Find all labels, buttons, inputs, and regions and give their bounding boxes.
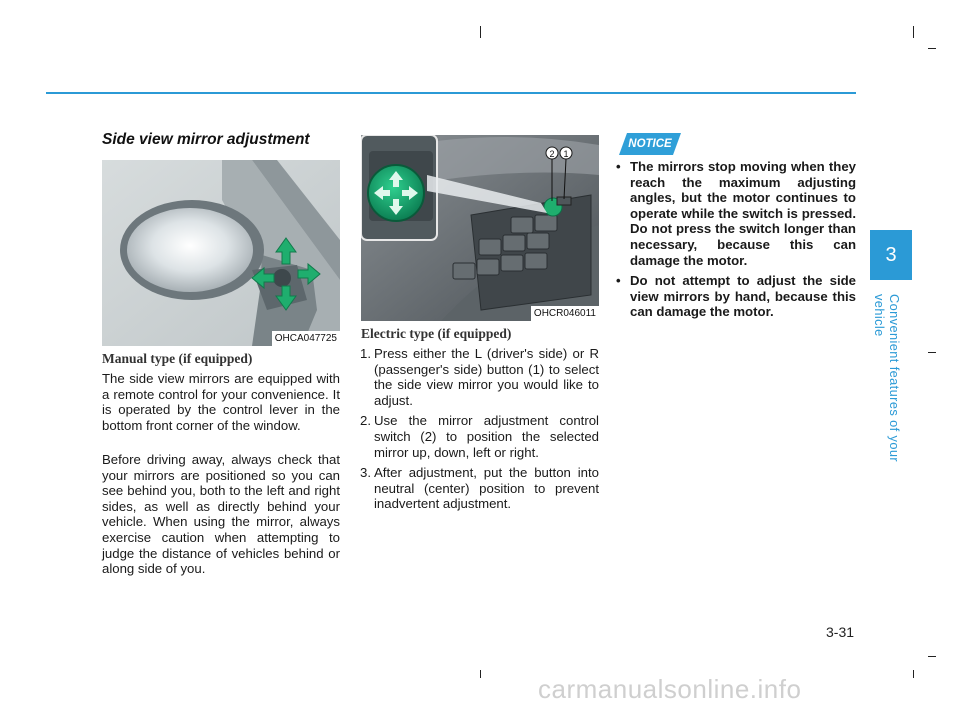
- manual-type-heading: Manual type (if equipped): [102, 351, 253, 366]
- notice-item: [616, 159, 856, 268]
- electric-type-heading: Electric type (if equipped): [361, 326, 512, 341]
- step-item: [361, 413, 599, 460]
- notice-text: Do not attempt to adjust the side view mirrors by hand, because this can damage the motor.: [630, 273, 856, 320]
- callout-2: 2: [549, 149, 555, 159]
- page-number: 3-31: [826, 624, 855, 640]
- electric-steps: [361, 346, 599, 517]
- section-title: Side view mirror adjustment: [102, 131, 310, 148]
- bullet-icon: •: [616, 273, 621, 289]
- manual-paragraph-1: The side view mirrors are equipped with a remote control for your convenience. It is operated by the control lever in the bottom front corner of the window.: [102, 371, 340, 433]
- crop-mark: [928, 656, 936, 657]
- callout-1: 1: [563, 149, 569, 159]
- step-number: 2.: [360, 413, 371, 429]
- step-text: After adjustment, put the button into neutral (center) position to prevent inadvertent adjustment.: [374, 465, 599, 512]
- step-item: [361, 465, 599, 512]
- electric-mirror-figure: [361, 135, 599, 321]
- crop-mark: [480, 26, 481, 38]
- crop-mark: [480, 670, 481, 678]
- door-switch-illustration: [361, 135, 599, 321]
- figure-code: OHCR046011: [531, 306, 599, 321]
- crop-mark: [928, 352, 936, 353]
- step-item: [361, 346, 599, 408]
- bullet-icon: •: [616, 159, 621, 174]
- step-text: Use the mirror adjustment control switch (2) to position the selected mirror up, down, left or right.: [374, 413, 599, 460]
- notice-item: [616, 273, 856, 320]
- figure-code: OHCA047725: [272, 331, 340, 346]
- step-text: Press either the L (driver's side) or R (passenger's side) button (1) to select the side view mirror you would like to adjust.: [374, 346, 599, 408]
- manual-paragraph-2: Before driving away, always check that your mirrors are positioned so you can see behind you, both to the left and right sides, as well as directly behind your vehicle. When using the mirror, always exercise caution when attempting to judge the distance of vehicles behind or along side of you.: [102, 452, 340, 577]
- notice-text: The mirrors stop moving when they reach the maximum adjusting angles, but the motor continues to operate while the switch is pressed. Do not press the switch longer than necessary, because this can damage the motor.: [630, 159, 856, 268]
- chapter-title: Convenient features of your vehicle: [872, 294, 902, 463]
- chapter-number-tab: 3: [870, 230, 912, 280]
- crop-mark: [913, 26, 914, 38]
- chapter-title-vertical: [872, 294, 902, 494]
- crop-mark: [928, 48, 936, 49]
- watermark: carmanualsonline.info: [538, 674, 802, 704]
- crop-mark: [913, 670, 914, 678]
- notice-list: [616, 159, 856, 325]
- notice-label: NOTICE: [628, 138, 672, 150]
- manual-mirror-illustration: [102, 160, 340, 346]
- header-rule: [46, 92, 856, 94]
- step-number: 3.: [360, 465, 371, 481]
- manual-mirror-figure: [102, 160, 340, 346]
- notice-badge: [619, 133, 681, 155]
- step-number: 1.: [360, 346, 371, 361]
